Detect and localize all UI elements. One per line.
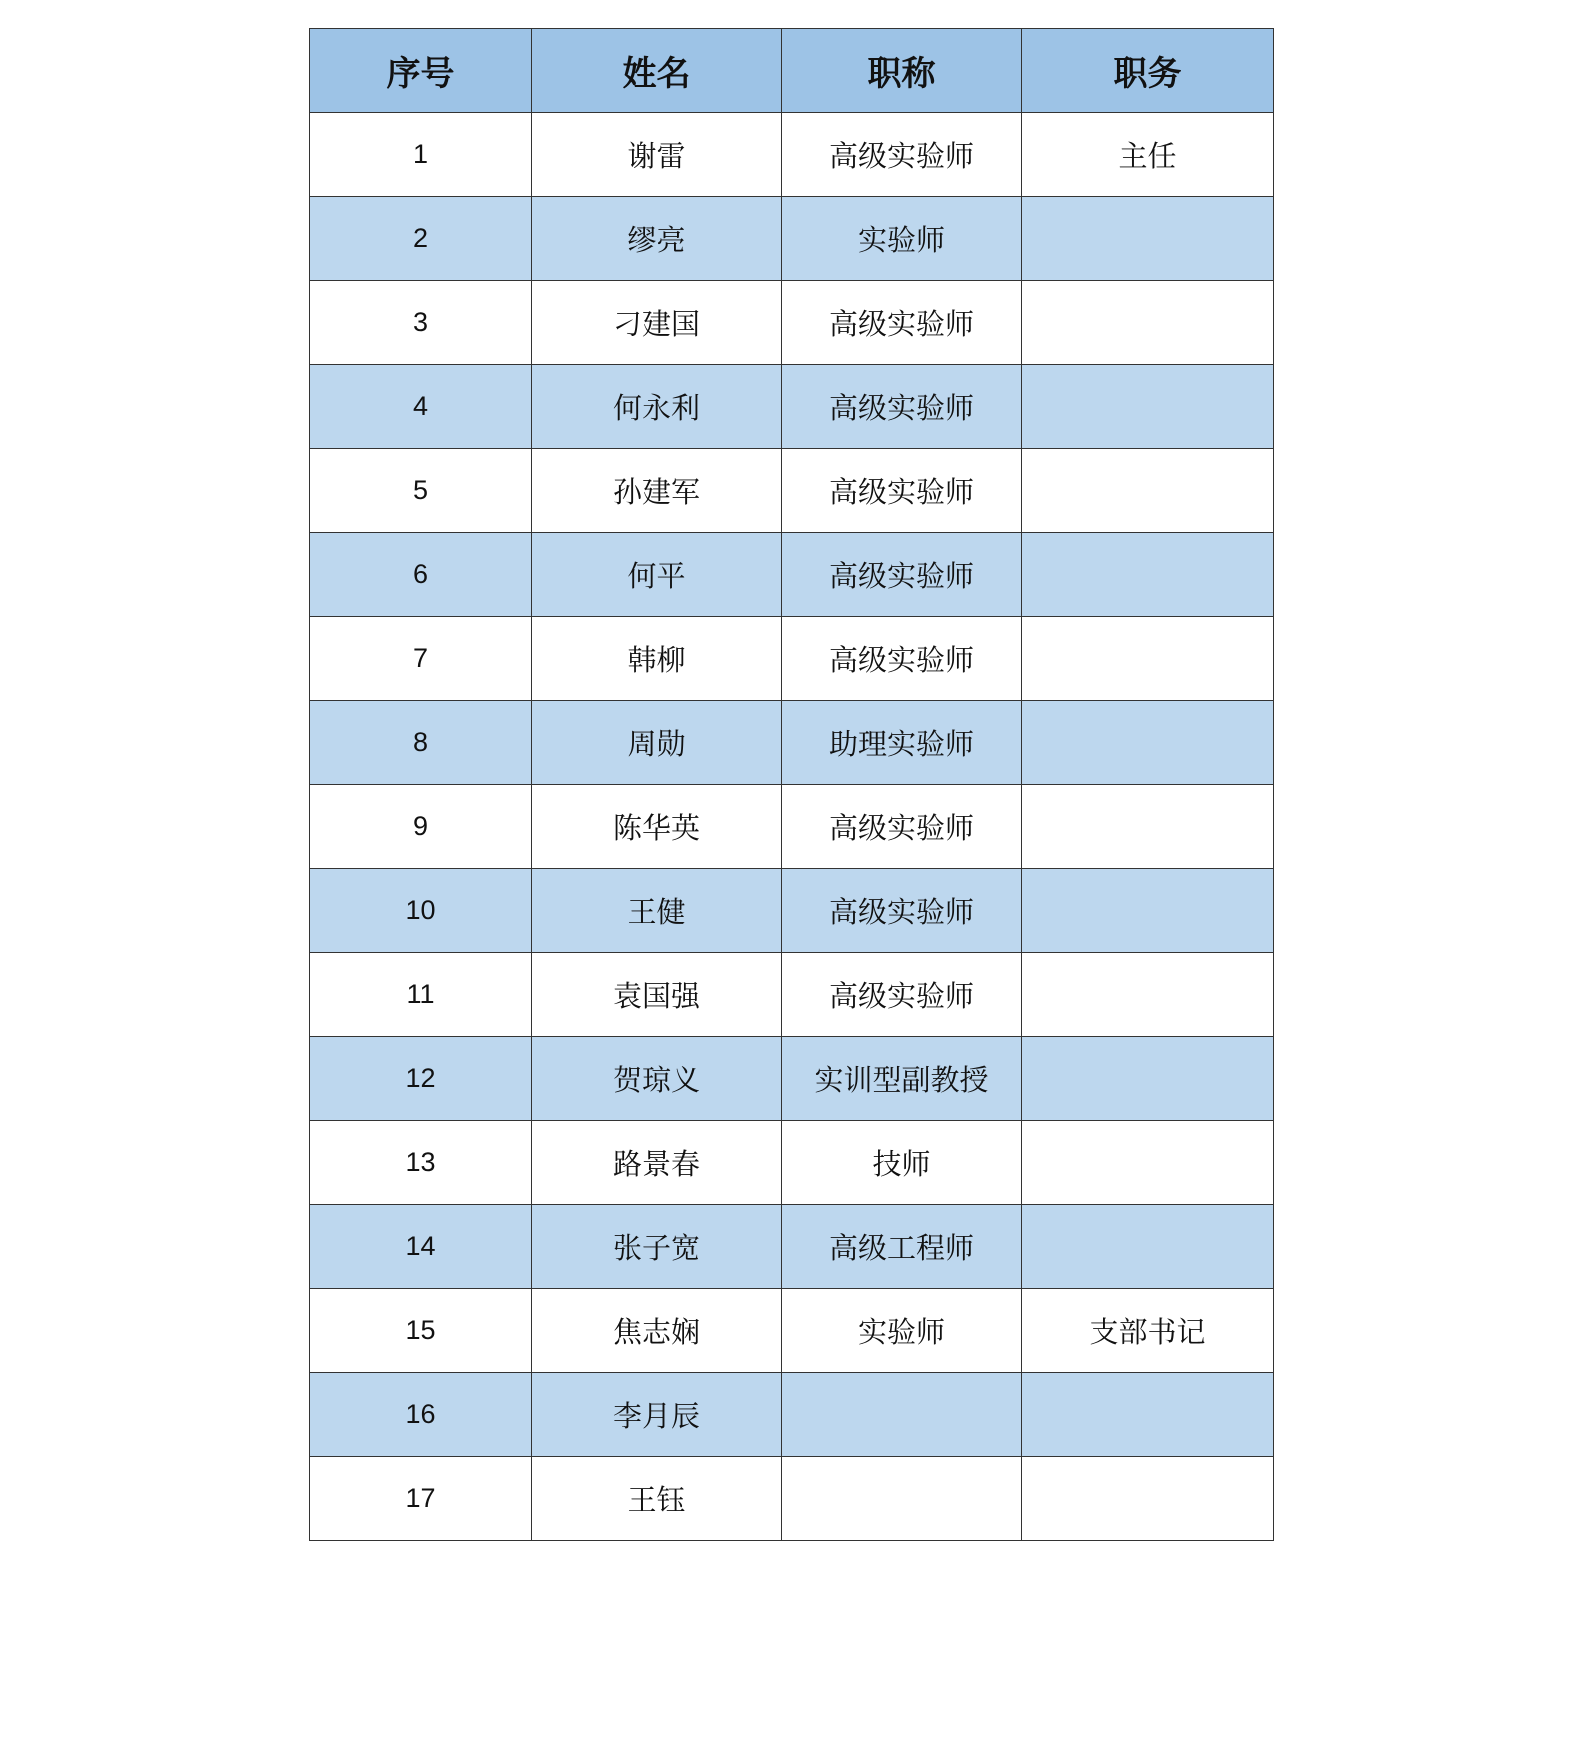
cell-name: 袁国强	[532, 953, 782, 1037]
cell-professional-title: 高级实验师	[782, 365, 1022, 449]
header-serial-number: 序号	[310, 29, 532, 113]
cell-name: 王钰	[532, 1457, 782, 1541]
cell-position	[1022, 1205, 1274, 1289]
cell-serial-number: 17	[310, 1457, 532, 1541]
cell-serial-number: 15	[310, 1289, 532, 1373]
cell-name: 陈华英	[532, 785, 782, 869]
table-row	[310, 281, 1274, 365]
cell-professional-title: 实验师	[782, 197, 1022, 281]
cell-name: 周勋	[532, 701, 782, 785]
cell-serial-number: 1	[310, 113, 532, 197]
table-row	[310, 1205, 1274, 1289]
table-header	[310, 29, 1274, 113]
table-row	[310, 533, 1274, 617]
cell-name: 张子宽	[532, 1205, 782, 1289]
header-professional-title: 职称	[782, 29, 1022, 113]
cell-position	[1022, 197, 1274, 281]
cell-professional-title: 助理实验师	[782, 701, 1022, 785]
cell-serial-number: 10	[310, 869, 532, 953]
cell-name: 孙建军	[532, 449, 782, 533]
cell-serial-number: 5	[310, 449, 532, 533]
cell-professional-title: 高级实验师	[782, 281, 1022, 365]
table-row	[310, 113, 1274, 197]
cell-position: 主任	[1022, 113, 1274, 197]
table-row	[310, 449, 1274, 533]
table-row	[310, 701, 1274, 785]
cell-serial-number: 8	[310, 701, 532, 785]
header-name: 姓名	[532, 29, 782, 113]
cell-position	[1022, 1373, 1274, 1457]
cell-name: 韩柳	[532, 617, 782, 701]
cell-name: 刁建国	[532, 281, 782, 365]
cell-professional-title: 实验师	[782, 1289, 1022, 1373]
cell-name: 何永利	[532, 365, 782, 449]
cell-position	[1022, 281, 1274, 365]
cell-professional-title: 高级实验师	[782, 449, 1022, 533]
table-row	[310, 953, 1274, 1037]
table-row	[310, 1457, 1274, 1541]
cell-position	[1022, 533, 1274, 617]
cell-serial-number: 11	[310, 953, 532, 1037]
cell-position	[1022, 1121, 1274, 1205]
table-row	[310, 1121, 1274, 1205]
table-row	[310, 365, 1274, 449]
cell-professional-title	[782, 1457, 1022, 1541]
table-row	[310, 1373, 1274, 1457]
table-row	[310, 617, 1274, 701]
cell-professional-title: 高级工程师	[782, 1205, 1022, 1289]
cell-professional-title	[782, 1373, 1022, 1457]
cell-name: 路景春	[532, 1121, 782, 1205]
table-body	[310, 113, 1274, 1541]
cell-position	[1022, 701, 1274, 785]
cell-serial-number: 4	[310, 365, 532, 449]
cell-name: 何平	[532, 533, 782, 617]
cell-serial-number: 12	[310, 1037, 532, 1121]
cell-serial-number: 3	[310, 281, 532, 365]
table-row	[310, 1289, 1274, 1373]
cell-professional-title: 高级实验师	[782, 113, 1022, 197]
cell-serial-number: 2	[310, 197, 532, 281]
cell-position	[1022, 449, 1274, 533]
cell-professional-title: 实训型副教授	[782, 1037, 1022, 1121]
cell-position	[1022, 365, 1274, 449]
cell-professional-title: 高级实验师	[782, 953, 1022, 1037]
cell-name: 贺琼义	[532, 1037, 782, 1121]
table-row	[310, 869, 1274, 953]
cell-name: 王健	[532, 869, 782, 953]
cell-name: 缪亮	[532, 197, 782, 281]
cell-serial-number: 7	[310, 617, 532, 701]
cell-professional-title: 高级实验师	[782, 617, 1022, 701]
table-row	[310, 197, 1274, 281]
header-position: 职务	[1022, 29, 1274, 113]
cell-position	[1022, 617, 1274, 701]
cell-serial-number: 6	[310, 533, 532, 617]
cell-professional-title: 高级实验师	[782, 785, 1022, 869]
cell-professional-title: 高级实验师	[782, 533, 1022, 617]
cell-serial-number: 14	[310, 1205, 532, 1289]
staff-roster-table	[309, 28, 1274, 1541]
header-row	[310, 29, 1274, 113]
cell-serial-number: 13	[310, 1121, 532, 1205]
cell-name: 焦志娴	[532, 1289, 782, 1373]
cell-position	[1022, 1037, 1274, 1121]
cell-name: 谢雷	[532, 113, 782, 197]
cell-serial-number: 16	[310, 1373, 532, 1457]
cell-position: 支部书记	[1022, 1289, 1274, 1373]
cell-professional-title: 技师	[782, 1121, 1022, 1205]
cell-serial-number: 9	[310, 785, 532, 869]
table-row	[310, 785, 1274, 869]
cell-name: 李月辰	[532, 1373, 782, 1457]
table-row	[310, 1037, 1274, 1121]
cell-position	[1022, 785, 1274, 869]
cell-position	[1022, 1457, 1274, 1541]
cell-position	[1022, 953, 1274, 1037]
cell-position	[1022, 869, 1274, 953]
cell-professional-title: 高级实验师	[782, 869, 1022, 953]
